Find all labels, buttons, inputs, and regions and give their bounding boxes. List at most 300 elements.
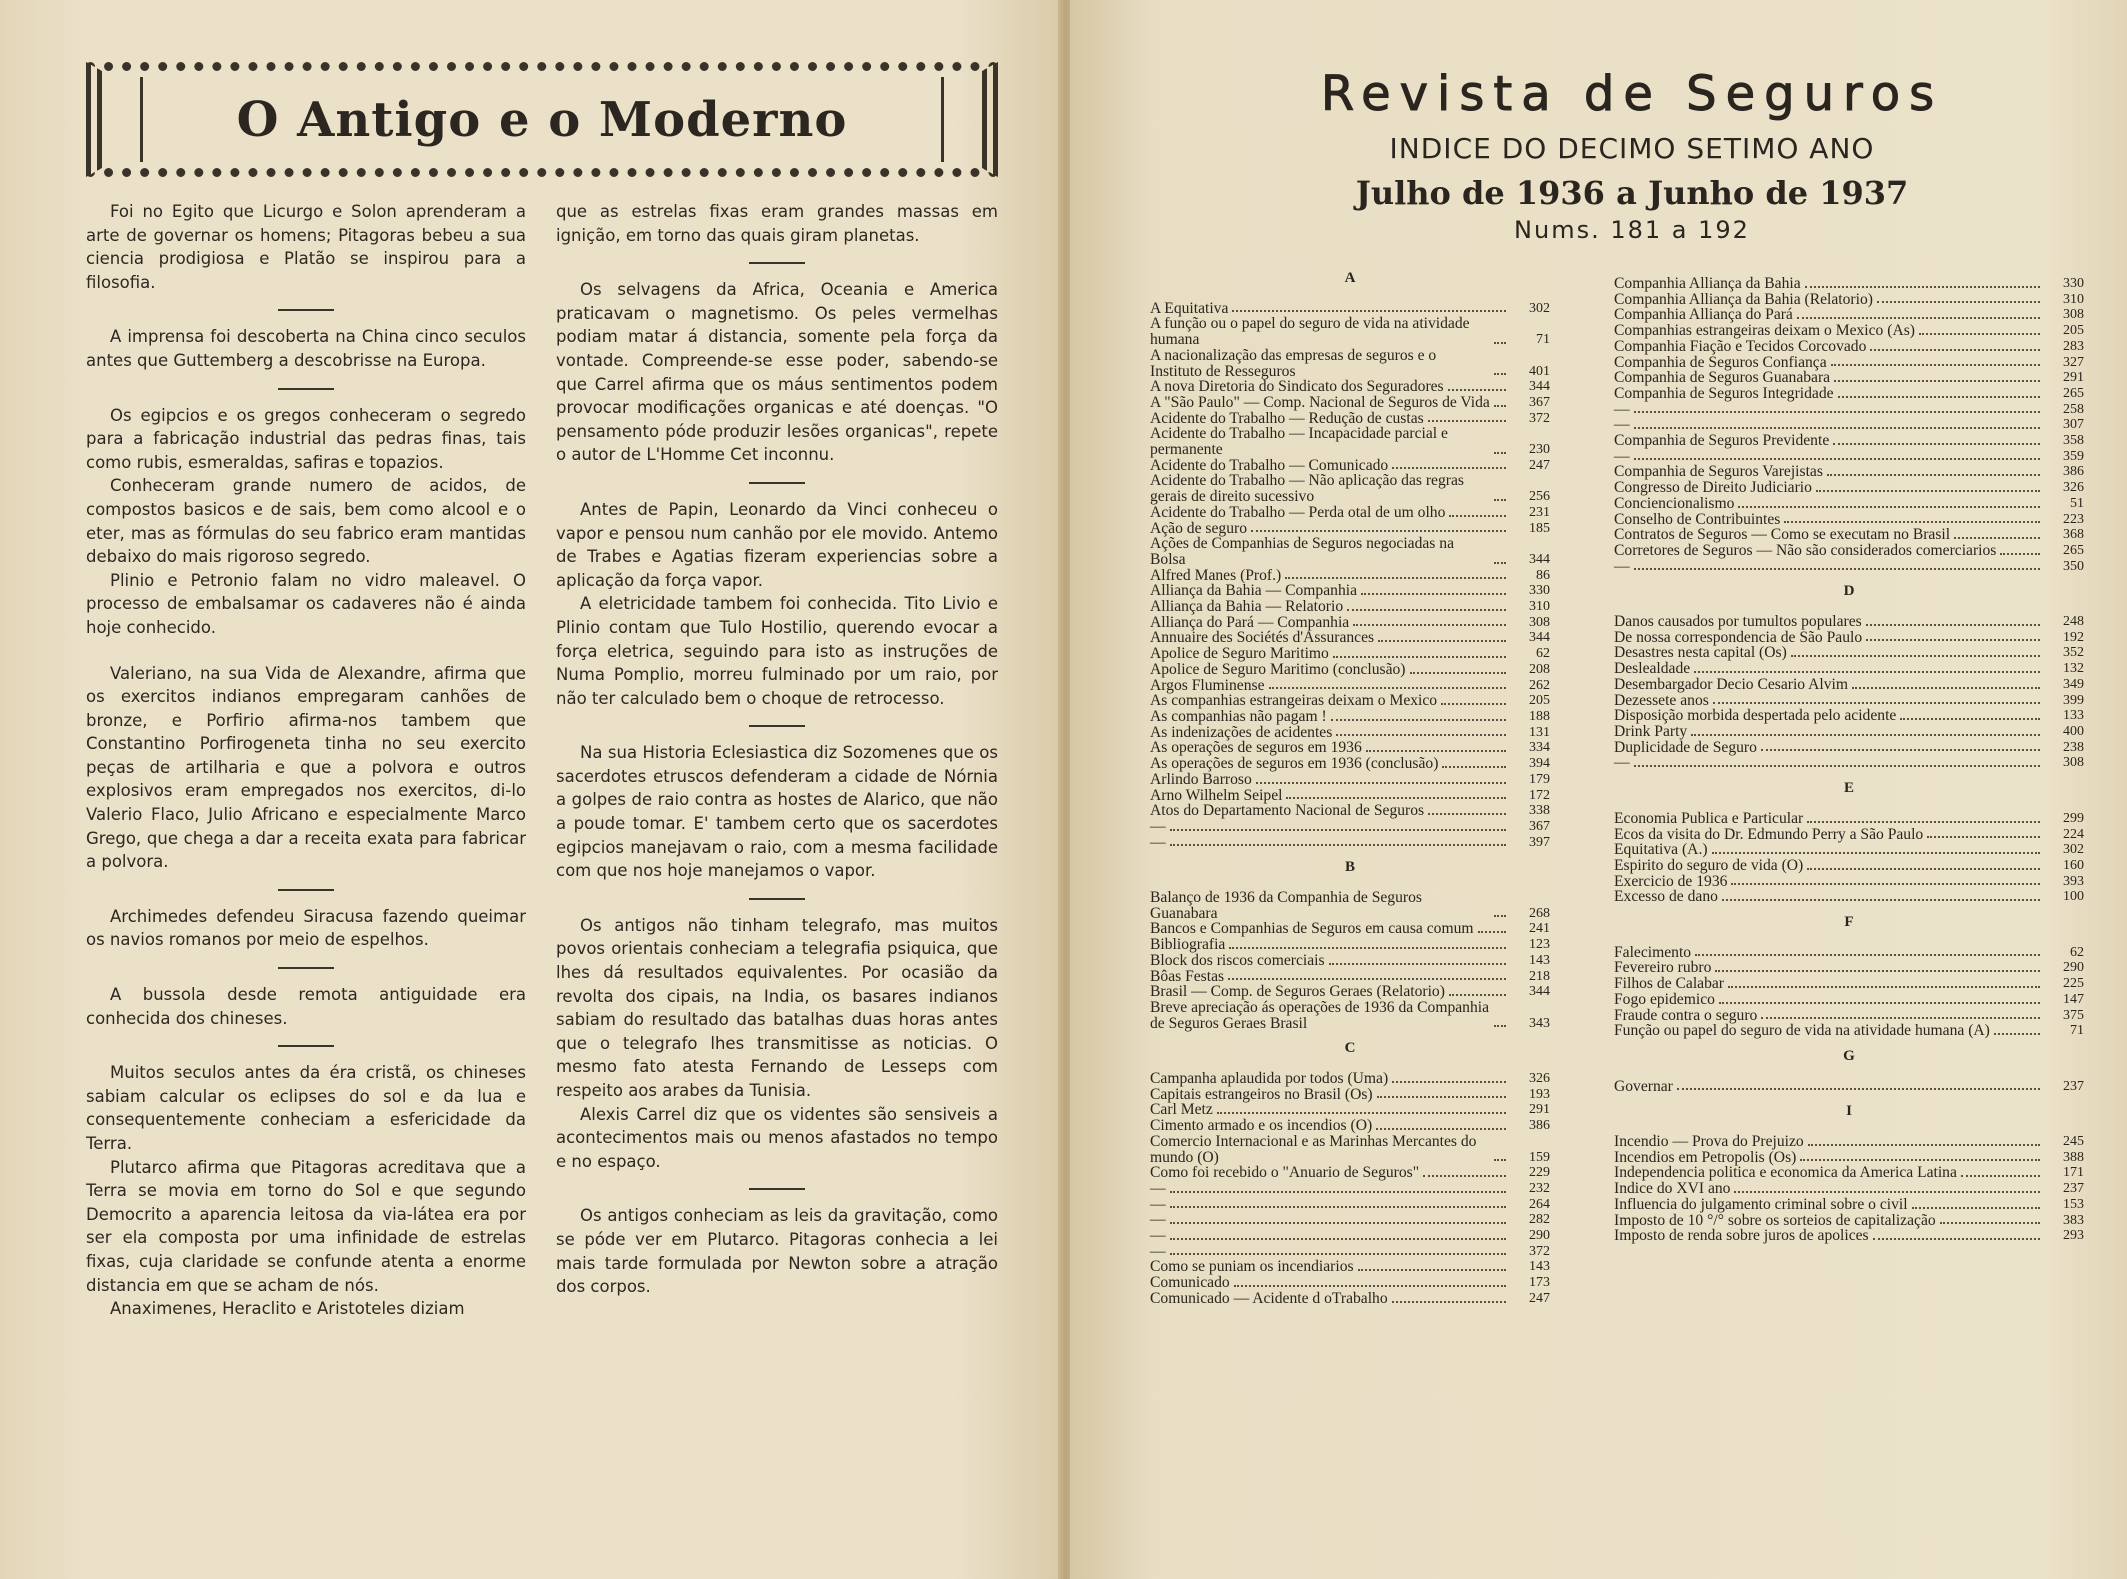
index-page-number: 344 xyxy=(1529,551,1550,567)
index-entry xyxy=(1614,543,2084,559)
index-entry-title: Argos Fluminense xyxy=(1150,676,1265,694)
index-page-number: 383 xyxy=(2063,1212,2084,1228)
section-separator xyxy=(749,898,805,900)
index-page-number: 358 xyxy=(2063,433,2084,449)
index-entry xyxy=(1150,693,1550,709)
index-entry xyxy=(1614,512,2084,528)
index-entry xyxy=(1150,1259,1550,1275)
index-page-number: 334 xyxy=(1529,740,1550,756)
index-entry xyxy=(1150,505,1550,521)
dot-leader xyxy=(1873,1238,2040,1240)
index-page-number: 231 xyxy=(1529,504,1550,520)
index-entry xyxy=(1150,599,1550,615)
dot-leader xyxy=(1269,687,1506,689)
index-page-number: 258 xyxy=(2063,401,2084,417)
dot-leader xyxy=(1494,373,1506,375)
index-entry-title: — xyxy=(1150,1227,1166,1245)
index-letter-heading: D xyxy=(1843,583,1855,600)
index-entry xyxy=(1150,630,1550,646)
index-entry xyxy=(1614,417,2084,433)
index-page-number: 338 xyxy=(1529,803,1550,819)
index-letter-heading: G xyxy=(1843,1047,1855,1064)
index-entry xyxy=(1614,1150,2084,1166)
index-entry xyxy=(1150,301,1550,317)
index-entry-title: A função ou o papel do seguro de vida na atividade humana xyxy=(1150,315,1470,349)
index-entry-title: Companhias estrangeiras deixam o Mexico (As) xyxy=(1614,322,1915,340)
index-page-number: 247 xyxy=(1529,457,1550,473)
index-page-number: 265 xyxy=(2063,542,2084,558)
index-entry-title: De nossa correspondencia de São Paulo xyxy=(1614,628,1863,646)
index-entry xyxy=(1614,889,2084,905)
index-page-number: 349 xyxy=(2063,676,2084,692)
index-entry-title: A nacionalização das empresas de seguros e o Instituto de Resseguros xyxy=(1150,346,1437,380)
index-page-number: 350 xyxy=(2063,558,2084,574)
index-entry xyxy=(1150,1228,1550,1244)
dot-leader xyxy=(1961,1175,2040,1177)
index-entry-title: As companhias estrangeiras deixam o Mexico xyxy=(1150,692,1438,710)
index-page-number: 208 xyxy=(1529,661,1550,677)
dot-leader xyxy=(1353,624,1506,626)
index-entry-title: A Equitativa xyxy=(1150,299,1229,317)
index-entry xyxy=(1614,355,2084,371)
dot-leader xyxy=(1329,963,1506,965)
index-entry-title: Bancos e Companhias de Seguros em causa comum xyxy=(1150,920,1474,938)
index-entry xyxy=(1150,458,1550,474)
index-entry-title: Comunicado — Acidente d oTrabalho xyxy=(1150,1289,1388,1307)
index-entry xyxy=(1614,645,2084,661)
index-entry xyxy=(1150,1181,1550,1197)
dot-leader xyxy=(1448,389,1506,391)
index-page-number: 367 xyxy=(1529,818,1550,834)
index-page-number: 308 xyxy=(2063,307,2084,323)
index-entry-title: Imposto de 10 °/° sobre os sorteios de capitalização xyxy=(1614,1211,1936,1229)
dot-leader xyxy=(1410,672,1507,674)
index-entry xyxy=(1150,819,1550,835)
dot-leader xyxy=(1691,734,2040,736)
index-entry xyxy=(1150,395,1550,411)
index-page-number: 71 xyxy=(2070,1023,2084,1039)
index-page-number: 143 xyxy=(1529,952,1550,968)
index-entry-title: Comercio Internacional e as Marinhas Mercantes do mundo (O) xyxy=(1150,1132,1477,1166)
dot-leader xyxy=(1494,499,1506,501)
index-page-number: 290 xyxy=(2063,960,2084,976)
index-entry xyxy=(1614,323,2084,339)
index-entry-title: Incendios em Petropolis (Os) xyxy=(1614,1148,1797,1166)
index-entry-title: As companhias não pagam ! xyxy=(1150,707,1327,725)
index-entry xyxy=(1150,568,1550,584)
dot-leader xyxy=(1713,702,2040,704)
index-entry xyxy=(1150,1071,1550,1087)
section-separator xyxy=(278,309,334,311)
index-page-number: 344 xyxy=(1529,984,1550,1000)
index-entry xyxy=(1614,976,2084,992)
index-page-number: 193 xyxy=(1529,1086,1550,1102)
index-entry-title: Bibliografia xyxy=(1150,936,1226,954)
dot-leader xyxy=(1423,1175,1506,1177)
index-entry-title: Acidente do Trabalho — Não aplicação das regras gerais de direito sucessivo xyxy=(1150,472,1464,506)
index-entry xyxy=(1614,945,2084,961)
dot-leader xyxy=(1366,750,1506,752)
index-page-number: 388 xyxy=(2063,1149,2084,1165)
article-paragraph: Na sua Historia Eclesiastica diz Sozomenes que os sacerdotes etruscos defenderam a cidade de Nórnia a golpes de raio contra as hostes de Alarico, que não a poude tomar. E' tambem certo que os sacerdotes egipcios manejavam o raio, com a mesma facilidade com que nos hoje manejamos o vapor. xyxy=(556,743,998,881)
dot-leader xyxy=(1347,609,1506,611)
index-page-number: 173 xyxy=(1529,1275,1550,1291)
index-entry xyxy=(1614,402,2084,418)
index-entry-title: Ação de seguro xyxy=(1150,519,1247,537)
article-paragraph: Conheceram grande numero de acidos, de compostos basicos e de sais, bem como alcool e o eter, mas as fórmulas do seu fabrico eram mantidas debaixo do mais rigoroso segredo. xyxy=(86,476,526,567)
index-page-number: 367 xyxy=(1529,394,1550,410)
index-entry xyxy=(1614,292,2084,308)
index-page-number: 308 xyxy=(1529,614,1550,630)
dot-leader xyxy=(1634,568,2040,570)
index-page-number: 62 xyxy=(1536,646,1550,662)
index-page-number: 262 xyxy=(1529,677,1550,693)
index-entry-title: Contratos de Seguros — Como se executam no Brasil xyxy=(1614,526,1951,544)
dot-leader xyxy=(1449,515,1506,517)
index-entry xyxy=(1150,725,1550,741)
index-entry xyxy=(1614,1008,2084,1024)
index-entry-title: Exercicio de 1936 xyxy=(1614,872,1728,890)
index-column-left xyxy=(1150,261,1550,1307)
index-entry xyxy=(1150,1102,1550,1118)
index-entry-title: Deslealdade xyxy=(1614,660,1691,678)
dot-leader xyxy=(1494,562,1506,564)
index-page-number: 218 xyxy=(1529,968,1550,984)
index-page-number: 327 xyxy=(2063,354,2084,370)
index-entry-title: — xyxy=(1614,416,1630,434)
index-entry-title: Annuaire des Sociétés d'Assurances xyxy=(1150,629,1375,647)
index-entry-title: Danos causados por tumultos populares xyxy=(1614,613,1862,631)
index-page-number: 241 xyxy=(1529,921,1550,937)
dot-leader xyxy=(1791,655,2040,657)
index-entry-title: Independencia politica e economica da America Latina xyxy=(1614,1164,1957,1182)
index-entry xyxy=(1150,1197,1550,1213)
index-page-number: 179 xyxy=(1529,771,1550,787)
index-page-number: 264 xyxy=(1529,1196,1550,1212)
dot-leader xyxy=(1695,954,2040,956)
article-paragraph: Alexis Carrel diz que os videntes são sensiveis a acontecimentos mais ou menos afastados no tempo e no espaço. xyxy=(556,1104,998,1171)
index-entry xyxy=(1150,969,1550,985)
index-page-number: 282 xyxy=(1529,1212,1550,1228)
dot-leader xyxy=(1738,506,2040,508)
index-letter-heading: F xyxy=(1844,914,1854,931)
index-entry xyxy=(1150,426,1550,457)
index-entry xyxy=(1614,370,2084,386)
index-page-number: 265 xyxy=(2063,385,2084,401)
index-page-number: 225 xyxy=(2063,976,2084,992)
index-page-number: 143 xyxy=(1529,1259,1550,1275)
index-entry xyxy=(1150,890,1550,921)
dot-leader xyxy=(1228,978,1506,980)
index-entry-title: Ações de Companhias de Seguros negociadas na Bolsa xyxy=(1150,535,1454,568)
index-entry xyxy=(1150,921,1550,937)
dot-leader xyxy=(1442,766,1506,768)
index-entry xyxy=(1614,842,2084,858)
index-entry xyxy=(1150,662,1550,678)
index-entry-title: Companhia Fiação e Tecidos Corcovado xyxy=(1614,337,1867,355)
dot-leader xyxy=(1286,797,1506,799)
index-entry xyxy=(1614,464,2084,480)
article-paragraph: Muitos seculos antes da éra cristã, os chineses sabiam calcular os eclipses do sol e da lua e consequentemente conheciam a esfericidade da Terra. xyxy=(86,1063,526,1153)
dot-leader xyxy=(1361,593,1506,595)
dot-leader xyxy=(1866,624,2040,626)
index-page-number: 223 xyxy=(2063,511,2084,527)
dot-leader xyxy=(1940,1222,2040,1224)
index-page-number: 330 xyxy=(1529,583,1550,599)
index-page-number: 310 xyxy=(2063,291,2084,307)
dot-leader xyxy=(1927,836,2040,838)
article-paragraph: Os antigos conheciam as leis da gravitação, como se póde ver em Plutarco. Pitagoras conhecia a lei mais tarde formulada por Newton sobre a atração dos corpos. xyxy=(556,1206,998,1297)
index-page-number: 256 xyxy=(1529,489,1550,505)
index-page-number: 310 xyxy=(1529,599,1550,615)
index-entry xyxy=(1614,677,2084,693)
dot-leader xyxy=(1170,1222,1506,1224)
index-entry-title: Ecos da visita do Dr. Edmundo Perry a São Paulo xyxy=(1614,825,1924,843)
index-entry-title: Dezessete anos xyxy=(1614,691,1709,709)
index-page-number: 290 xyxy=(1529,1228,1550,1244)
index-entry xyxy=(1150,348,1550,379)
index-entry xyxy=(1150,646,1550,662)
dot-leader xyxy=(1954,537,2040,539)
article-column-2 xyxy=(556,200,998,1299)
index-entry-title: — xyxy=(1614,557,1630,575)
index-entry-title: Apolice de Seguro Maritimo (conclusão) xyxy=(1150,660,1406,678)
index-page-number: 133 xyxy=(2063,708,2084,724)
dot-leader xyxy=(1816,490,2040,492)
dot-leader xyxy=(1229,947,1506,949)
index-entry-title: Função ou papel do seguro de vida na atividade humana (A) xyxy=(1614,1022,1990,1040)
index-entry-title: Apolice de Seguro Maritimo xyxy=(1150,645,1329,663)
article-title: O Antigo e o Moderno xyxy=(236,91,848,148)
section-separator xyxy=(749,725,805,727)
index-entry-title: Campanha aplaudida por todos (Uma) xyxy=(1150,1070,1389,1088)
index-entry-title: Excesso de dano xyxy=(1614,888,1718,906)
dot-leader xyxy=(1715,970,2040,972)
index-entry-title: — xyxy=(1150,817,1166,835)
index-entry-title: Espirito do seguro de vida (O) xyxy=(1614,856,1804,874)
dot-leader xyxy=(1251,530,1506,532)
dot-leader xyxy=(1761,1017,2040,1019)
dot-leader xyxy=(1170,1253,1506,1255)
index-entry-title: Indice do XVI ano xyxy=(1614,1180,1731,1198)
index-page-number: 307 xyxy=(2063,417,2084,433)
index-letter-heading: E xyxy=(1843,780,1854,797)
dot-leader xyxy=(1170,1238,1506,1240)
index-entry-title: Comunicado xyxy=(1150,1274,1230,1292)
index-page-number: 308 xyxy=(2063,755,2084,771)
index-entry xyxy=(1614,1228,2084,1244)
index-entry xyxy=(1150,521,1550,537)
index-entry xyxy=(1614,527,2084,543)
section-separator xyxy=(749,262,805,264)
index-entry-title: Alliança da Bahia — Companhia xyxy=(1150,582,1357,600)
dot-leader xyxy=(1634,765,2040,767)
index-entry xyxy=(1150,1000,1550,1031)
section-separator xyxy=(278,967,334,969)
index-entry-title: — xyxy=(1150,1242,1166,1260)
index-entry xyxy=(1150,583,1550,599)
index-page-number: 237 xyxy=(2063,1078,2084,1094)
article-paragraph: Os antigos não tinham telegrafo, mas muitos povos orientais conheciam a telegrafia psiquica, que lhes dá resultados equivalentes. Por ocasião da revolta dos cipais, na India, os basares indianos sabiam do resultado das batalhas duas horas antes que o telegrafo lhes transmitisse as noticias. O mesmo fato atesta Fernando de Lesseps com respeito aos arabes da Tunisia. xyxy=(556,915,998,1100)
index-page-number: 248 xyxy=(2063,614,2084,630)
index-entry-title: Falecimento xyxy=(1614,943,1692,961)
dot-leader xyxy=(1392,467,1506,469)
dot-leader xyxy=(1333,656,1506,658)
index-page-number: 51 xyxy=(2070,495,2084,511)
dot-leader xyxy=(1719,1002,2040,1004)
index-entry xyxy=(1150,937,1550,953)
index-page-number: 185 xyxy=(1529,520,1550,536)
index-page-number: 100 xyxy=(2063,889,2084,905)
index-entry xyxy=(1614,1134,2084,1150)
article-paragraph: Os egipcios e os gregos conheceram o segredo para a fabricação industrial das pedras finas, tais como rubis, esmeraldas, safiras e topazios. xyxy=(86,405,526,472)
index-entry-title: Economia Publica e Particular xyxy=(1614,809,1804,827)
index-entry-title: Alliança do Pará — Companhia xyxy=(1150,613,1350,631)
index-entry-title: Companhia de Seguros Varejistas xyxy=(1614,463,1823,481)
dot-leader xyxy=(1728,986,2040,988)
dot-leader xyxy=(1232,310,1506,312)
index-entry xyxy=(1614,496,2084,512)
dot-leader xyxy=(1919,333,2040,335)
index-entry-title: Companhia Alliança do Pará xyxy=(1614,306,1793,324)
index-entry-title: Como foi recebido o "Anuario de Seguros" xyxy=(1150,1164,1420,1182)
index-entry-title: Atos do Departamento Nacional de Seguros xyxy=(1150,802,1425,820)
index-page-number: 372 xyxy=(1529,410,1550,426)
index-entry xyxy=(1614,1023,2084,1039)
index-entry-title: Arlindo Barroso xyxy=(1150,770,1252,788)
index-entry-title: Bôas Festas xyxy=(1150,967,1225,985)
index-entry xyxy=(1150,1165,1550,1181)
dot-leader xyxy=(1441,703,1506,705)
index-entry xyxy=(1150,1134,1550,1165)
index-page-number: 344 xyxy=(1529,630,1550,646)
index-entry-title: Acidente do Trabalho — Comunicado xyxy=(1150,456,1389,474)
index-entry-title: Duplicidade de Seguro xyxy=(1614,738,1757,756)
index-entry xyxy=(1150,1244,1550,1260)
index-page-number: 62 xyxy=(2070,944,2084,960)
dot-leader xyxy=(1800,1159,2040,1161)
index-entry xyxy=(1150,411,1550,427)
index-entry-title: Companhia de Seguros Previdente xyxy=(1614,432,1830,450)
dot-leader xyxy=(1827,474,2040,476)
index-entry xyxy=(1614,386,2084,402)
index-entry-title: A nova Diretoria do Sindicato dos Seguradores xyxy=(1150,378,1444,396)
index-page-number: 302 xyxy=(2063,842,2084,858)
index-entry-title: Desastres nesta capital (Os) xyxy=(1614,644,1787,662)
left-page xyxy=(0,0,1062,1579)
index-page-number: 283 xyxy=(2063,338,2084,354)
issue-numbers: Nums. 181 a 192 xyxy=(1514,216,1750,244)
index-entry xyxy=(1150,473,1550,504)
index-entry xyxy=(1150,678,1550,694)
index-page-number: 160 xyxy=(2063,857,2084,873)
article-paragraph: A imprensa foi descoberta na China cinco seculos antes que Guttemberg a descobrisse na Europa. xyxy=(86,327,526,370)
index-page-number: 245 xyxy=(2063,1134,2084,1150)
dot-leader xyxy=(1694,671,2040,673)
index-page-number: 368 xyxy=(2063,527,2084,543)
index-page-number: 171 xyxy=(2063,1165,2084,1181)
index-entry xyxy=(1614,960,2084,976)
dot-leader xyxy=(1170,829,1506,831)
index-page-number: 293 xyxy=(2063,1228,2084,1244)
section-separator xyxy=(278,1045,334,1047)
section-separator xyxy=(749,482,805,484)
index-entry-title: Cimento armado e os incendios (O) xyxy=(1150,1117,1373,1135)
index-entry-title: Conselho de Contribuintes xyxy=(1614,510,1781,528)
index-page-number: 230 xyxy=(1529,442,1550,458)
index-letter-heading: I xyxy=(1846,1103,1852,1120)
dot-leader xyxy=(1994,1033,2040,1035)
index-entry xyxy=(1614,630,2084,646)
index-entry-title: — xyxy=(1614,400,1630,418)
index-entry-title: — xyxy=(1150,1179,1166,1197)
index-entry xyxy=(1614,307,2084,323)
dot-leader xyxy=(1807,821,2040,823)
index-entry xyxy=(1614,874,2084,890)
index-entry xyxy=(1150,835,1550,851)
index-page-number: 401 xyxy=(1529,363,1550,379)
dot-leader xyxy=(1170,844,1506,846)
index-entry xyxy=(1150,803,1550,819)
index-page-number: 386 xyxy=(2063,464,2084,480)
index-entry-title: Influencia do julgamento criminal sobre o civil xyxy=(1614,1195,1908,1213)
index-entry-title: Balanço de 1936 da Companhia de Seguros Guanabara xyxy=(1150,889,1422,922)
index-entry xyxy=(1614,693,2084,709)
index-entry-title: Companhia de Seguros Confiança xyxy=(1614,353,1827,371)
index-page-number: 400 xyxy=(2063,723,2084,739)
index-entry-title: Equitativa (A.) xyxy=(1614,841,1708,859)
dot-leader xyxy=(1877,301,2040,303)
index-entry xyxy=(1614,811,2084,827)
dot-leader xyxy=(1634,458,2040,460)
index-entry-title: Breve apreciação ás operações de 1936 da Companhia de Seguros Geraes Brasil xyxy=(1150,998,1490,1032)
article-column-1 xyxy=(86,200,526,1321)
dot-leader xyxy=(1170,1191,1506,1193)
index-entry-title: Filhos de Calabar xyxy=(1614,975,1725,993)
index-entry xyxy=(1150,316,1550,347)
article-paragraph: Plutarco afirma que Pitagoras acreditava que a Terra se movia em torno do Sol e que segundo Democrito a aparencia leitosa da via-látea era por ser ela composta por uma infinidade de estrelas fixas, cuja claridade se confunde atenta a enorme distancia em que se acham de nós. xyxy=(86,1157,526,1295)
index-entry-title: — xyxy=(1150,1195,1166,1213)
dot-leader xyxy=(1428,420,1506,422)
index-entry-title: Disposição morbida despertada pelo acidente xyxy=(1614,707,1897,725)
index-entry xyxy=(1614,449,2084,465)
index-entry-title: Companhia Alliança da Bahia xyxy=(1614,275,1801,292)
index-page-number: 224 xyxy=(2063,826,2084,842)
article-paragraph: Archimedes defendeu Siracusa fazendo queimar os navios romanos por meio de espelhos. xyxy=(86,906,526,950)
index-page-number: 132 xyxy=(2063,661,2084,677)
dot-leader xyxy=(1807,868,2040,870)
section-separator xyxy=(278,388,334,390)
index-entry-title: Companhia de Seguros Integridade xyxy=(1614,384,1834,402)
dot-leader xyxy=(1428,813,1506,815)
dot-leader xyxy=(1217,1112,1506,1114)
index-page-number: 172 xyxy=(1529,787,1550,803)
article-paragraph: Foi no Egito que Licurgo e Solon aprenderam a arte de governar os homens; Pitagoras bebeu a sua ciencia prodigiosa e Platão se inspirou para a filosofia. xyxy=(86,202,526,292)
dot-leader xyxy=(1900,718,2040,720)
index-entry xyxy=(1614,858,2084,874)
index-entry-title: Acidente do Trabalho — Redução de custas xyxy=(1150,409,1424,427)
index-page-number: 147 xyxy=(2063,991,2084,1007)
dot-leader xyxy=(1494,1159,1506,1161)
index-entry-title: As operações de seguros em 1936 xyxy=(1150,739,1362,757)
dot-leader xyxy=(1797,317,2040,319)
index-entry-title: Arno Wilhelm Seipel xyxy=(1150,786,1283,804)
dot-leader xyxy=(1285,577,1506,579)
index-entry xyxy=(1150,1291,1550,1307)
dot-leader xyxy=(1734,1191,2040,1193)
index-entry xyxy=(1150,953,1550,969)
dot-leader xyxy=(1378,640,1506,642)
